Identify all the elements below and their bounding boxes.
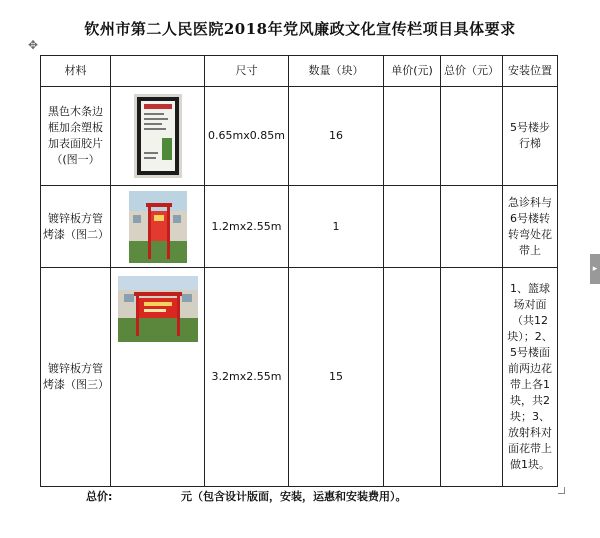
header-install-location: 安装位置 — [503, 56, 558, 87]
row2-material: 镀锌板方管烤漆（图二） — [41, 185, 111, 268]
header-size: 尺寸 — [205, 56, 289, 87]
header-total-price: 总价（元） — [441, 56, 503, 87]
row1-material: 黑色木条边框加余塑板加表面胶片（(图一） — [41, 87, 111, 186]
requirements-table — [40, 55, 558, 487]
row3-material: 镀锌板方管烤漆（图三） — [41, 268, 111, 487]
large-billboard-photo — [118, 276, 198, 342]
row3-image-cell — [111, 268, 205, 487]
row1-unit-price[interactable] — [384, 87, 441, 186]
header-material: 材料 — [41, 56, 111, 87]
table-header-row — [41, 56, 558, 87]
table-resize-handle-icon[interactable] — [558, 487, 565, 494]
row2-install-location: 急诊科与6号楼转转弯处花带上 — [503, 185, 558, 268]
header-unit-price: 单价(元) — [384, 56, 441, 87]
row2-unit-price[interactable] — [384, 185, 441, 268]
row3-total-price[interactable] — [441, 268, 503, 487]
total-price-note: 元（包含设计版面，安装，运惠和安装费用）。 — [181, 490, 407, 503]
total-price-line — [86, 488, 407, 504]
small-billboard-photo — [129, 191, 187, 263]
row3-quantity: 15 — [289, 268, 384, 487]
table-move-handle-icon[interactable]: ✥ — [27, 38, 39, 52]
row2-size: 1.2mx2.55m — [205, 185, 289, 268]
table-row — [41, 87, 558, 186]
framed-board-photo — [134, 94, 182, 178]
row2-image-cell — [111, 185, 205, 268]
row1-image-cell — [111, 87, 205, 186]
row3-unit-price[interactable] — [384, 268, 441, 487]
chevron-right-icon[interactable]: ▸ — [590, 254, 600, 284]
row1-install-location: 5号楼步行梯 — [503, 87, 558, 186]
header-quantity: 数量（块） — [289, 56, 384, 87]
row3-install-location: 1、篮球场对面（共12块）；2、5号楼面前两边花带上各1块，共2块；3、放射科对面花带上做1块。 — [503, 268, 558, 487]
document-title: 钦州市第二人民医院2018年党风廉政文化宣传栏项目具体要求 — [84, 20, 516, 38]
row1-size: 0.65mx0.85m — [205, 87, 289, 186]
row1-quantity: 16 — [289, 87, 384, 186]
row2-total-price[interactable] — [441, 185, 503, 268]
row1-total-price[interactable] — [441, 87, 503, 186]
table-row — [41, 185, 558, 268]
header-image — [111, 56, 205, 87]
total-price-label: 总价: — [86, 490, 113, 503]
row3-size: 3.2mx2.55m — [205, 268, 289, 487]
table-row — [41, 268, 558, 487]
row2-quantity: 1 — [289, 185, 384, 268]
